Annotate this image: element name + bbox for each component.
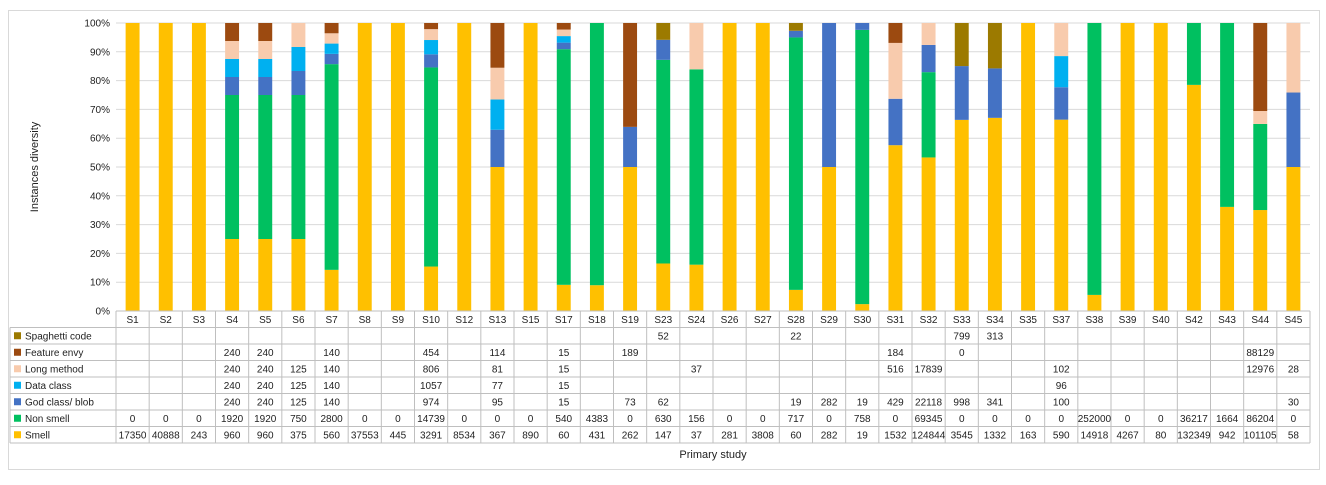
legend-key bbox=[14, 382, 21, 389]
data-label: 890 bbox=[522, 430, 539, 442]
x-tick-label: S32 bbox=[919, 314, 938, 326]
data-label: 15 bbox=[558, 380, 570, 392]
data-label: 0 bbox=[759, 413, 766, 425]
legend-key bbox=[14, 415, 21, 422]
bar-segment-s6-god-class-blob bbox=[291, 71, 305, 95]
bar-segment-s34-smell bbox=[988, 118, 1002, 311]
y-tick-label: 90% bbox=[89, 47, 110, 59]
data-label: 1920 bbox=[220, 413, 244, 425]
bar-segment-s29-god-class-blob bbox=[822, 23, 836, 167]
data-label: 17350 bbox=[118, 430, 147, 442]
bar-segment-s13-god-class-blob bbox=[490, 130, 504, 167]
data-label: 240 bbox=[256, 347, 274, 359]
bar-segment-s10-data-class bbox=[424, 40, 438, 54]
bar-segment-s5-god-class-blob bbox=[258, 77, 272, 95]
x-tick-label: S12 bbox=[455, 314, 474, 326]
bar-segment-s28-god-class-blob bbox=[789, 31, 803, 38]
legend-entry: Feature envy bbox=[25, 347, 84, 359]
data-label: 62 bbox=[657, 397, 669, 409]
bar-segment-s28-spaghetti-code bbox=[789, 23, 803, 31]
data-label: 0 bbox=[1124, 413, 1131, 425]
x-tick-label: S38 bbox=[1085, 314, 1104, 326]
bar-segment-s24-non-smell bbox=[689, 69, 703, 264]
data-label: 367 bbox=[489, 430, 506, 442]
bar-segment-s45-long-method bbox=[1286, 23, 1300, 93]
y-tick-label: 40% bbox=[89, 191, 110, 203]
data-label: 58 bbox=[1287, 430, 1299, 442]
data-label: 60 bbox=[558, 430, 570, 442]
data-label: 1664 bbox=[1215, 413, 1239, 425]
data-label: 125 bbox=[290, 380, 307, 392]
data-label: 184 bbox=[887, 347, 904, 359]
bar-segment-s18-non-smell bbox=[590, 23, 604, 285]
bar-segment-s37-data-class bbox=[1054, 56, 1068, 87]
data-label: 125 bbox=[290, 364, 307, 376]
data-label: 140 bbox=[323, 380, 340, 392]
data-label: 750 bbox=[290, 413, 307, 425]
data-label: 101105 bbox=[1243, 430, 1277, 442]
bar-segment-s33-smell bbox=[955, 120, 969, 311]
y-tick-label: 20% bbox=[89, 248, 110, 260]
x-tick-label: S3 bbox=[192, 314, 206, 326]
bar-segment-s31-smell bbox=[888, 145, 902, 311]
x-tick-label: S8 bbox=[358, 314, 371, 326]
data-label: 102 bbox=[1052, 364, 1070, 376]
data-label: 100 bbox=[1052, 397, 1070, 409]
data-label: 37 bbox=[690, 364, 702, 376]
data-label: 799 bbox=[953, 331, 971, 343]
data-label: 431 bbox=[588, 430, 606, 442]
data-label: 960 bbox=[223, 430, 241, 442]
bar-segment-s33-god-class-blob bbox=[955, 66, 969, 120]
bar-segment-s10-long-method bbox=[424, 29, 438, 40]
legend-entry: Non smell bbox=[25, 413, 70, 425]
bar-segment-s2-smell bbox=[159, 23, 173, 311]
data-label: 4383 bbox=[585, 413, 609, 425]
data-label: 28 bbox=[1287, 364, 1299, 376]
data-label: 1332 bbox=[983, 430, 1007, 442]
bar-segment-s32-non-smell bbox=[922, 72, 936, 157]
x-tick-label: S13 bbox=[488, 314, 507, 326]
y-tick-label: 50% bbox=[89, 162, 110, 174]
bar-segment-s17-long-method bbox=[557, 30, 571, 37]
data-label: 262 bbox=[621, 430, 639, 442]
bar-segment-s24-long-method bbox=[689, 23, 703, 69]
bar-segment-s3-smell bbox=[192, 23, 206, 311]
x-tick-label: S2 bbox=[159, 314, 172, 326]
data-label: 69345 bbox=[914, 413, 943, 425]
bar-segment-s10-feature-envy bbox=[424, 23, 438, 29]
data-label: 240 bbox=[223, 397, 241, 409]
bar-segment-s6-smell bbox=[291, 239, 305, 311]
bar-segment-s7-god-class-blob bbox=[325, 54, 339, 64]
bar-segment-s10-god-class-blob bbox=[424, 54, 438, 67]
data-label: 189 bbox=[621, 347, 639, 359]
x-axis-title: Primary study bbox=[679, 449, 747, 461]
x-tick-label: S19 bbox=[621, 314, 639, 326]
data-label: 163 bbox=[1019, 430, 1037, 442]
x-tick-label: S44 bbox=[1251, 314, 1270, 326]
bar-segment-s43-non-smell bbox=[1220, 23, 1234, 207]
bar-segment-s26-smell bbox=[723, 23, 737, 311]
data-label: 0 bbox=[958, 413, 965, 425]
bar-segment-s1-smell bbox=[126, 23, 140, 311]
data-label: 282 bbox=[820, 397, 838, 409]
bar-segment-s38-non-smell bbox=[1087, 23, 1101, 295]
bar-segment-s17-feature-envy bbox=[557, 23, 571, 30]
data-label: 3808 bbox=[751, 430, 774, 442]
bar-segment-s37-god-class-blob bbox=[1054, 87, 1068, 119]
y-axis-title: Instances diversity bbox=[29, 121, 41, 213]
x-tick-label: S1 bbox=[126, 314, 139, 326]
bar-segment-s23-non-smell bbox=[656, 60, 670, 264]
data-label: 240 bbox=[223, 380, 241, 392]
legend-key bbox=[14, 365, 21, 372]
bar-segment-s13-data-class bbox=[490, 100, 504, 130]
bar-segment-s40-smell bbox=[1154, 23, 1168, 311]
x-tick-label: S29 bbox=[820, 314, 838, 326]
bar-segment-s23-smell bbox=[656, 263, 670, 311]
data-label: 17839 bbox=[914, 364, 943, 376]
bar-segment-s35-smell bbox=[1021, 23, 1035, 311]
data-label: 243 bbox=[190, 430, 208, 442]
bar-segment-s19-god-class-blob bbox=[623, 127, 637, 167]
bar-segment-s7-feature-envy bbox=[325, 23, 339, 33]
bar-segment-s32-smell bbox=[922, 157, 936, 311]
bar-segment-s33-spaghetti-code bbox=[955, 23, 969, 66]
bar-segment-s6-long-method bbox=[291, 23, 305, 47]
bar-segment-s19-smell bbox=[623, 167, 637, 311]
legend-entry: God class/ blob bbox=[25, 397, 94, 409]
bar-segment-s15-smell bbox=[524, 23, 538, 311]
bar-segment-s37-long-method bbox=[1054, 23, 1068, 56]
bar-segment-s45-god-class-blob bbox=[1286, 93, 1300, 167]
legend-key bbox=[14, 398, 21, 405]
bar-segment-s12-smell bbox=[457, 23, 471, 311]
data-label: 0 bbox=[162, 413, 169, 425]
data-label: 140 bbox=[323, 364, 340, 376]
bar-segment-s34-spaghetti-code bbox=[988, 23, 1002, 68]
bar-segment-s31-god-class-blob bbox=[888, 99, 902, 145]
data-label: 0 bbox=[627, 413, 633, 425]
y-tick-label: 80% bbox=[89, 76, 110, 88]
bar-segment-s23-spaghetti-code bbox=[656, 23, 670, 40]
data-label: 0 bbox=[361, 413, 368, 425]
bar-segment-s4-data-class bbox=[225, 59, 239, 77]
data-label: 140 bbox=[323, 397, 340, 409]
bar-segment-s37-smell bbox=[1054, 120, 1068, 311]
data-label: 0 bbox=[958, 347, 965, 359]
data-label: 95 bbox=[491, 397, 503, 409]
data-label: 1532 bbox=[884, 430, 907, 442]
data-label: 19 bbox=[856, 397, 868, 409]
x-tick-label: S6 bbox=[292, 314, 305, 326]
data-label: 0 bbox=[395, 413, 401, 425]
data-label: 974 bbox=[422, 397, 440, 409]
data-label: 96 bbox=[1055, 380, 1067, 392]
bar-segment-s44-long-method bbox=[1253, 111, 1267, 124]
data-label: 30 bbox=[1287, 397, 1299, 409]
data-label: 52 bbox=[657, 331, 669, 343]
data-label: 147 bbox=[654, 430, 672, 442]
bar-segment-s42-non-smell bbox=[1187, 23, 1201, 85]
data-label: 341 bbox=[986, 397, 1004, 409]
data-label: 156 bbox=[688, 413, 705, 425]
bar-segment-s32-god-class-blob bbox=[922, 45, 936, 72]
y-tick-label: 30% bbox=[89, 220, 110, 232]
bar-segment-s31-long-method bbox=[888, 43, 902, 99]
data-label: 2800 bbox=[320, 413, 343, 425]
data-label: 125 bbox=[290, 397, 307, 409]
data-label: 8534 bbox=[453, 430, 476, 442]
data-label: 60 bbox=[790, 430, 802, 442]
data-label: 14739 bbox=[417, 413, 445, 425]
data-label: 281 bbox=[721, 430, 738, 442]
data-label: 37 bbox=[690, 430, 702, 442]
x-tick-label: S35 bbox=[1019, 314, 1037, 326]
bar-segment-s19-feature-envy bbox=[623, 23, 637, 127]
data-label: 960 bbox=[256, 430, 274, 442]
bar-segment-s39-smell bbox=[1121, 23, 1135, 311]
data-label: 124844 bbox=[911, 430, 946, 442]
data-label: 0 bbox=[129, 413, 136, 425]
x-tick-label: S30 bbox=[853, 314, 872, 326]
data-label: 15 bbox=[558, 347, 570, 359]
bar-segment-s34-god-class-blob bbox=[988, 68, 1002, 117]
data-label: 540 bbox=[555, 413, 573, 425]
y-tick-label: 100% bbox=[84, 18, 110, 30]
data-label: 454 bbox=[422, 347, 440, 359]
y-tick-label: 10% bbox=[89, 277, 110, 289]
x-tick-label: S31 bbox=[886, 314, 905, 326]
bar-segment-s24-smell bbox=[689, 265, 703, 311]
data-label: 0 bbox=[1058, 413, 1065, 425]
x-tick-label: S33 bbox=[952, 314, 971, 326]
x-tick-label: S39 bbox=[1118, 314, 1137, 326]
data-label: 590 bbox=[1052, 430, 1070, 442]
bar-segment-s10-smell bbox=[424, 267, 438, 311]
bar-segment-s7-smell bbox=[325, 270, 339, 311]
x-tick-label: S34 bbox=[986, 314, 1004, 326]
data-label: 313 bbox=[986, 331, 1004, 343]
bar-segment-s4-non-smell bbox=[225, 95, 239, 239]
y-tick-label: 70% bbox=[89, 104, 110, 116]
bar-segment-s17-god-class-blob bbox=[557, 43, 571, 50]
y-tick-label: 60% bbox=[89, 133, 110, 145]
bar-segment-s32-long-method bbox=[922, 23, 936, 45]
data-label: 560 bbox=[323, 430, 340, 442]
x-tick-label: S40 bbox=[1151, 314, 1170, 326]
data-label: 240 bbox=[223, 364, 241, 376]
bar-segment-s31-feature-envy bbox=[888, 23, 902, 43]
bar-segment-s5-non-smell bbox=[258, 95, 272, 239]
x-tick-label: S45 bbox=[1284, 314, 1303, 326]
data-label: 998 bbox=[953, 397, 971, 409]
bar-segment-s13-feature-envy bbox=[490, 23, 504, 68]
data-label: 758 bbox=[853, 413, 871, 425]
data-label: 282 bbox=[820, 430, 838, 442]
x-tick-label: S43 bbox=[1218, 314, 1236, 326]
data-label: 630 bbox=[654, 413, 672, 425]
bar-segment-s30-smell bbox=[855, 304, 869, 311]
x-tick-label: S23 bbox=[654, 314, 673, 326]
bar-segment-s7-data-class bbox=[325, 44, 339, 54]
data-label: 0 bbox=[196, 413, 202, 425]
data-label: 240 bbox=[223, 347, 241, 359]
data-label: 15 bbox=[558, 397, 570, 409]
x-tick-label: S15 bbox=[521, 314, 540, 326]
x-tick-label: S28 bbox=[787, 314, 805, 326]
data-label: 0 bbox=[527, 413, 534, 425]
bar-segment-s44-smell bbox=[1253, 210, 1267, 311]
data-label: 80 bbox=[1155, 430, 1167, 442]
bar-segment-s10-non-smell bbox=[424, 67, 438, 266]
legend-entry: Data class bbox=[25, 380, 72, 392]
bar-segment-s4-feature-envy bbox=[225, 23, 239, 41]
data-label: 0 bbox=[494, 413, 501, 425]
bar-segment-s6-data-class bbox=[291, 47, 305, 71]
data-label: 81 bbox=[491, 364, 503, 376]
bar-segment-s44-non-smell bbox=[1253, 124, 1267, 210]
data-label: 19 bbox=[790, 397, 802, 409]
bar-segment-s29-smell bbox=[822, 167, 836, 311]
x-tick-label: S18 bbox=[588, 314, 606, 326]
data-label: 140 bbox=[323, 347, 340, 359]
bar-segment-s4-long-method bbox=[225, 41, 239, 59]
data-label: 14918 bbox=[1080, 430, 1109, 442]
bar-segment-s38-smell bbox=[1087, 295, 1101, 311]
y-tick-label: 0% bbox=[95, 306, 110, 318]
data-label: 942 bbox=[1218, 430, 1236, 442]
data-label: 0 bbox=[1025, 413, 1031, 425]
data-label: 0 bbox=[892, 413, 899, 425]
data-label: 40888 bbox=[151, 430, 180, 442]
data-label: 15 bbox=[558, 364, 570, 376]
bar-segment-s23-god-class-blob bbox=[656, 40, 670, 60]
data-label: 375 bbox=[290, 430, 307, 442]
x-tick-label: S37 bbox=[1052, 314, 1071, 326]
data-label: 0 bbox=[826, 413, 832, 425]
data-label: 114 bbox=[489, 347, 506, 359]
x-tick-label: S9 bbox=[391, 314, 405, 326]
bar-segment-s4-smell bbox=[225, 239, 239, 311]
data-label: 1057 bbox=[419, 380, 443, 392]
legend-entry: Long method bbox=[25, 364, 84, 376]
bar-segment-s7-long-method bbox=[325, 33, 339, 43]
bar-segment-s6-non-smell bbox=[291, 95, 305, 239]
data-label: 37553 bbox=[350, 430, 379, 442]
data-label: 516 bbox=[887, 364, 904, 376]
x-tick-label: S7 bbox=[325, 314, 338, 326]
x-tick-label: S26 bbox=[720, 314, 739, 326]
bar-segment-s44-feature-envy bbox=[1253, 23, 1267, 111]
bar-segment-s13-smell bbox=[490, 167, 504, 311]
bar-segment-s43-smell bbox=[1220, 207, 1234, 311]
legend-key bbox=[14, 332, 21, 339]
data-label: 1920 bbox=[254, 413, 277, 425]
bar-segment-s5-long-method bbox=[258, 41, 272, 59]
bar-segment-s7-non-smell bbox=[325, 64, 339, 270]
data-label: 240 bbox=[256, 380, 274, 392]
legend-entry: Spaghetti code bbox=[25, 331, 92, 343]
x-tick-label: S17 bbox=[554, 314, 573, 326]
data-label: 0 bbox=[461, 413, 468, 425]
bar-segment-s17-data-class bbox=[557, 36, 571, 43]
legend-key bbox=[14, 431, 21, 438]
x-tick-label: S24 bbox=[687, 314, 706, 326]
bar-segment-s4-god-class-blob bbox=[225, 77, 239, 95]
data-label: 22 bbox=[790, 331, 802, 343]
x-tick-label: S42 bbox=[1185, 314, 1203, 326]
bar-segment-s30-god-class-blob bbox=[855, 23, 869, 30]
data-label: 0 bbox=[726, 413, 733, 425]
bar-segment-s27-smell bbox=[756, 23, 770, 311]
bar-segment-s5-smell bbox=[258, 239, 272, 311]
data-label: 240 bbox=[256, 364, 274, 376]
data-label: 806 bbox=[422, 364, 440, 376]
data-label: 86204 bbox=[1246, 413, 1275, 425]
data-label: 12976 bbox=[1246, 364, 1275, 376]
data-label: 240 bbox=[256, 397, 274, 409]
bar-segment-s18-smell bbox=[590, 285, 604, 311]
data-label: 717 bbox=[787, 413, 805, 425]
bar-segment-s17-smell bbox=[557, 285, 571, 311]
x-tick-label: S5 bbox=[259, 314, 272, 326]
data-label: 0 bbox=[992, 413, 998, 425]
bar-segment-s45-smell bbox=[1286, 167, 1300, 311]
legend-key bbox=[14, 349, 21, 356]
data-label: 4267 bbox=[1116, 430, 1139, 442]
data-label: 77 bbox=[491, 380, 503, 392]
data-label: 73 bbox=[624, 397, 636, 409]
data-label: 22118 bbox=[915, 397, 943, 409]
data-label: 19 bbox=[856, 430, 868, 442]
bar-segment-s28-smell bbox=[789, 290, 803, 311]
bar-segment-s5-feature-envy bbox=[258, 23, 272, 41]
data-label: 3545 bbox=[950, 430, 973, 442]
bar-segment-s9-smell bbox=[391, 23, 405, 311]
data-label: 0 bbox=[1290, 413, 1297, 425]
data-label: 3291 bbox=[419, 430, 443, 442]
data-label: 445 bbox=[389, 430, 407, 442]
bar-segment-s17-non-smell bbox=[557, 49, 571, 285]
data-label: 132349 bbox=[1177, 430, 1211, 442]
data-label: 36217 bbox=[1180, 413, 1208, 425]
x-tick-label: S4 bbox=[225, 314, 239, 326]
data-label: 0 bbox=[1157, 413, 1164, 425]
legend-entry: Smell bbox=[25, 430, 51, 442]
data-label: 252000 bbox=[1077, 413, 1112, 425]
bar-segment-s30-non-smell bbox=[855, 30, 869, 304]
bar-segment-s42-smell bbox=[1187, 85, 1201, 311]
x-tick-label: S27 bbox=[753, 314, 772, 326]
data-label: 429 bbox=[887, 397, 904, 409]
x-tick-label: S10 bbox=[422, 314, 440, 326]
data-label: 88129 bbox=[1246, 347, 1275, 359]
bar-segment-s8-smell bbox=[358, 23, 372, 311]
bar-segment-s28-non-smell bbox=[789, 37, 803, 289]
bar-segment-s5-data-class bbox=[258, 59, 272, 77]
bar-segment-s13-long-method bbox=[490, 68, 504, 100]
